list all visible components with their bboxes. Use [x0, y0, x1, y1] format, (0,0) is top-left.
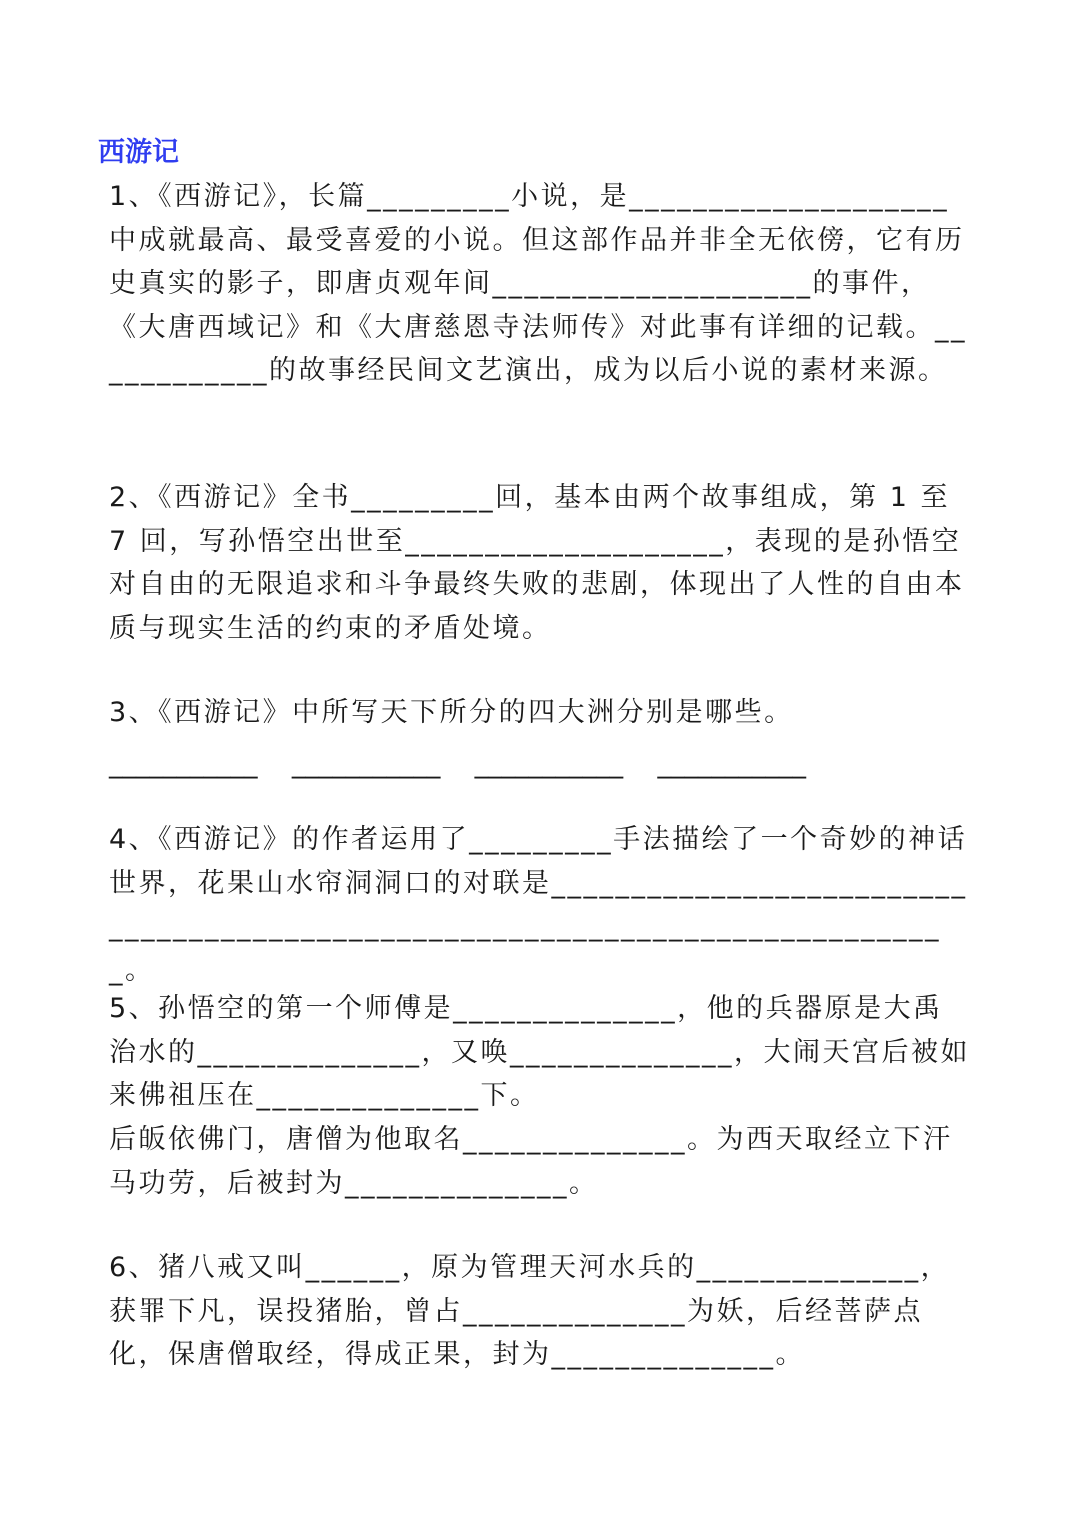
question-3-answer-blanks: ___________ ___________ ___________ ___________ — [109, 748, 806, 779]
question-5: 5、孙悟空的第一个师傅是______________，他的兵器原是大禹治水的______________，又唤______________，大闹天宫后被如来佛祖压在______________下。 — [109, 993, 970, 1111]
question-2: 2、《西游记》全书_________回，基本由两个故事组成，第 1 至 7 回，写孙悟空出世至____________________，表现的是孙悟空对自由的无限追求和斗争最终失败的悲剧，体现出了人性的自由本质与现实生活的约束的矛盾处境。 — [109, 482, 965, 644]
page-title: 西游记 — [98, 137, 179, 168]
question-6: 6、猪八戒又叫______，原为管理天河水兵的______________，获罪下凡，误投猪胎，曾占______________为妖，后经菩萨点化，保唐僧取经，得成正果，封为______________。 — [109, 1252, 951, 1370]
question-4: 4、《西游记》的作者运用了_________手法描绘了一个奇妙的神话世界，花果山水帘洞洞口的对联是_______________________________________________________________________________。 — [109, 824, 968, 986]
question-3: 3、《西游记》中所写天下所分的四大洲分别是哪些。 — [109, 697, 794, 728]
question-1: 1、《西游记》，长篇_________小说，是____________________中成就最高、最受喜爱的小说。但这部作品并非全无依傍，它有历史真实的影子，即唐贞观年间____________________的事件，《大唐西域记》和《大唐慈恩寺法师传》对此事有详细的记载。____________的故事经民间文艺演出，成为以后小说的素材来源。 — [109, 181, 967, 386]
question-5-continued: 后皈依佛门，唐僧为他取名______________。为西天取经立下汗马功劳，后被封为______________。 — [109, 1124, 953, 1199]
